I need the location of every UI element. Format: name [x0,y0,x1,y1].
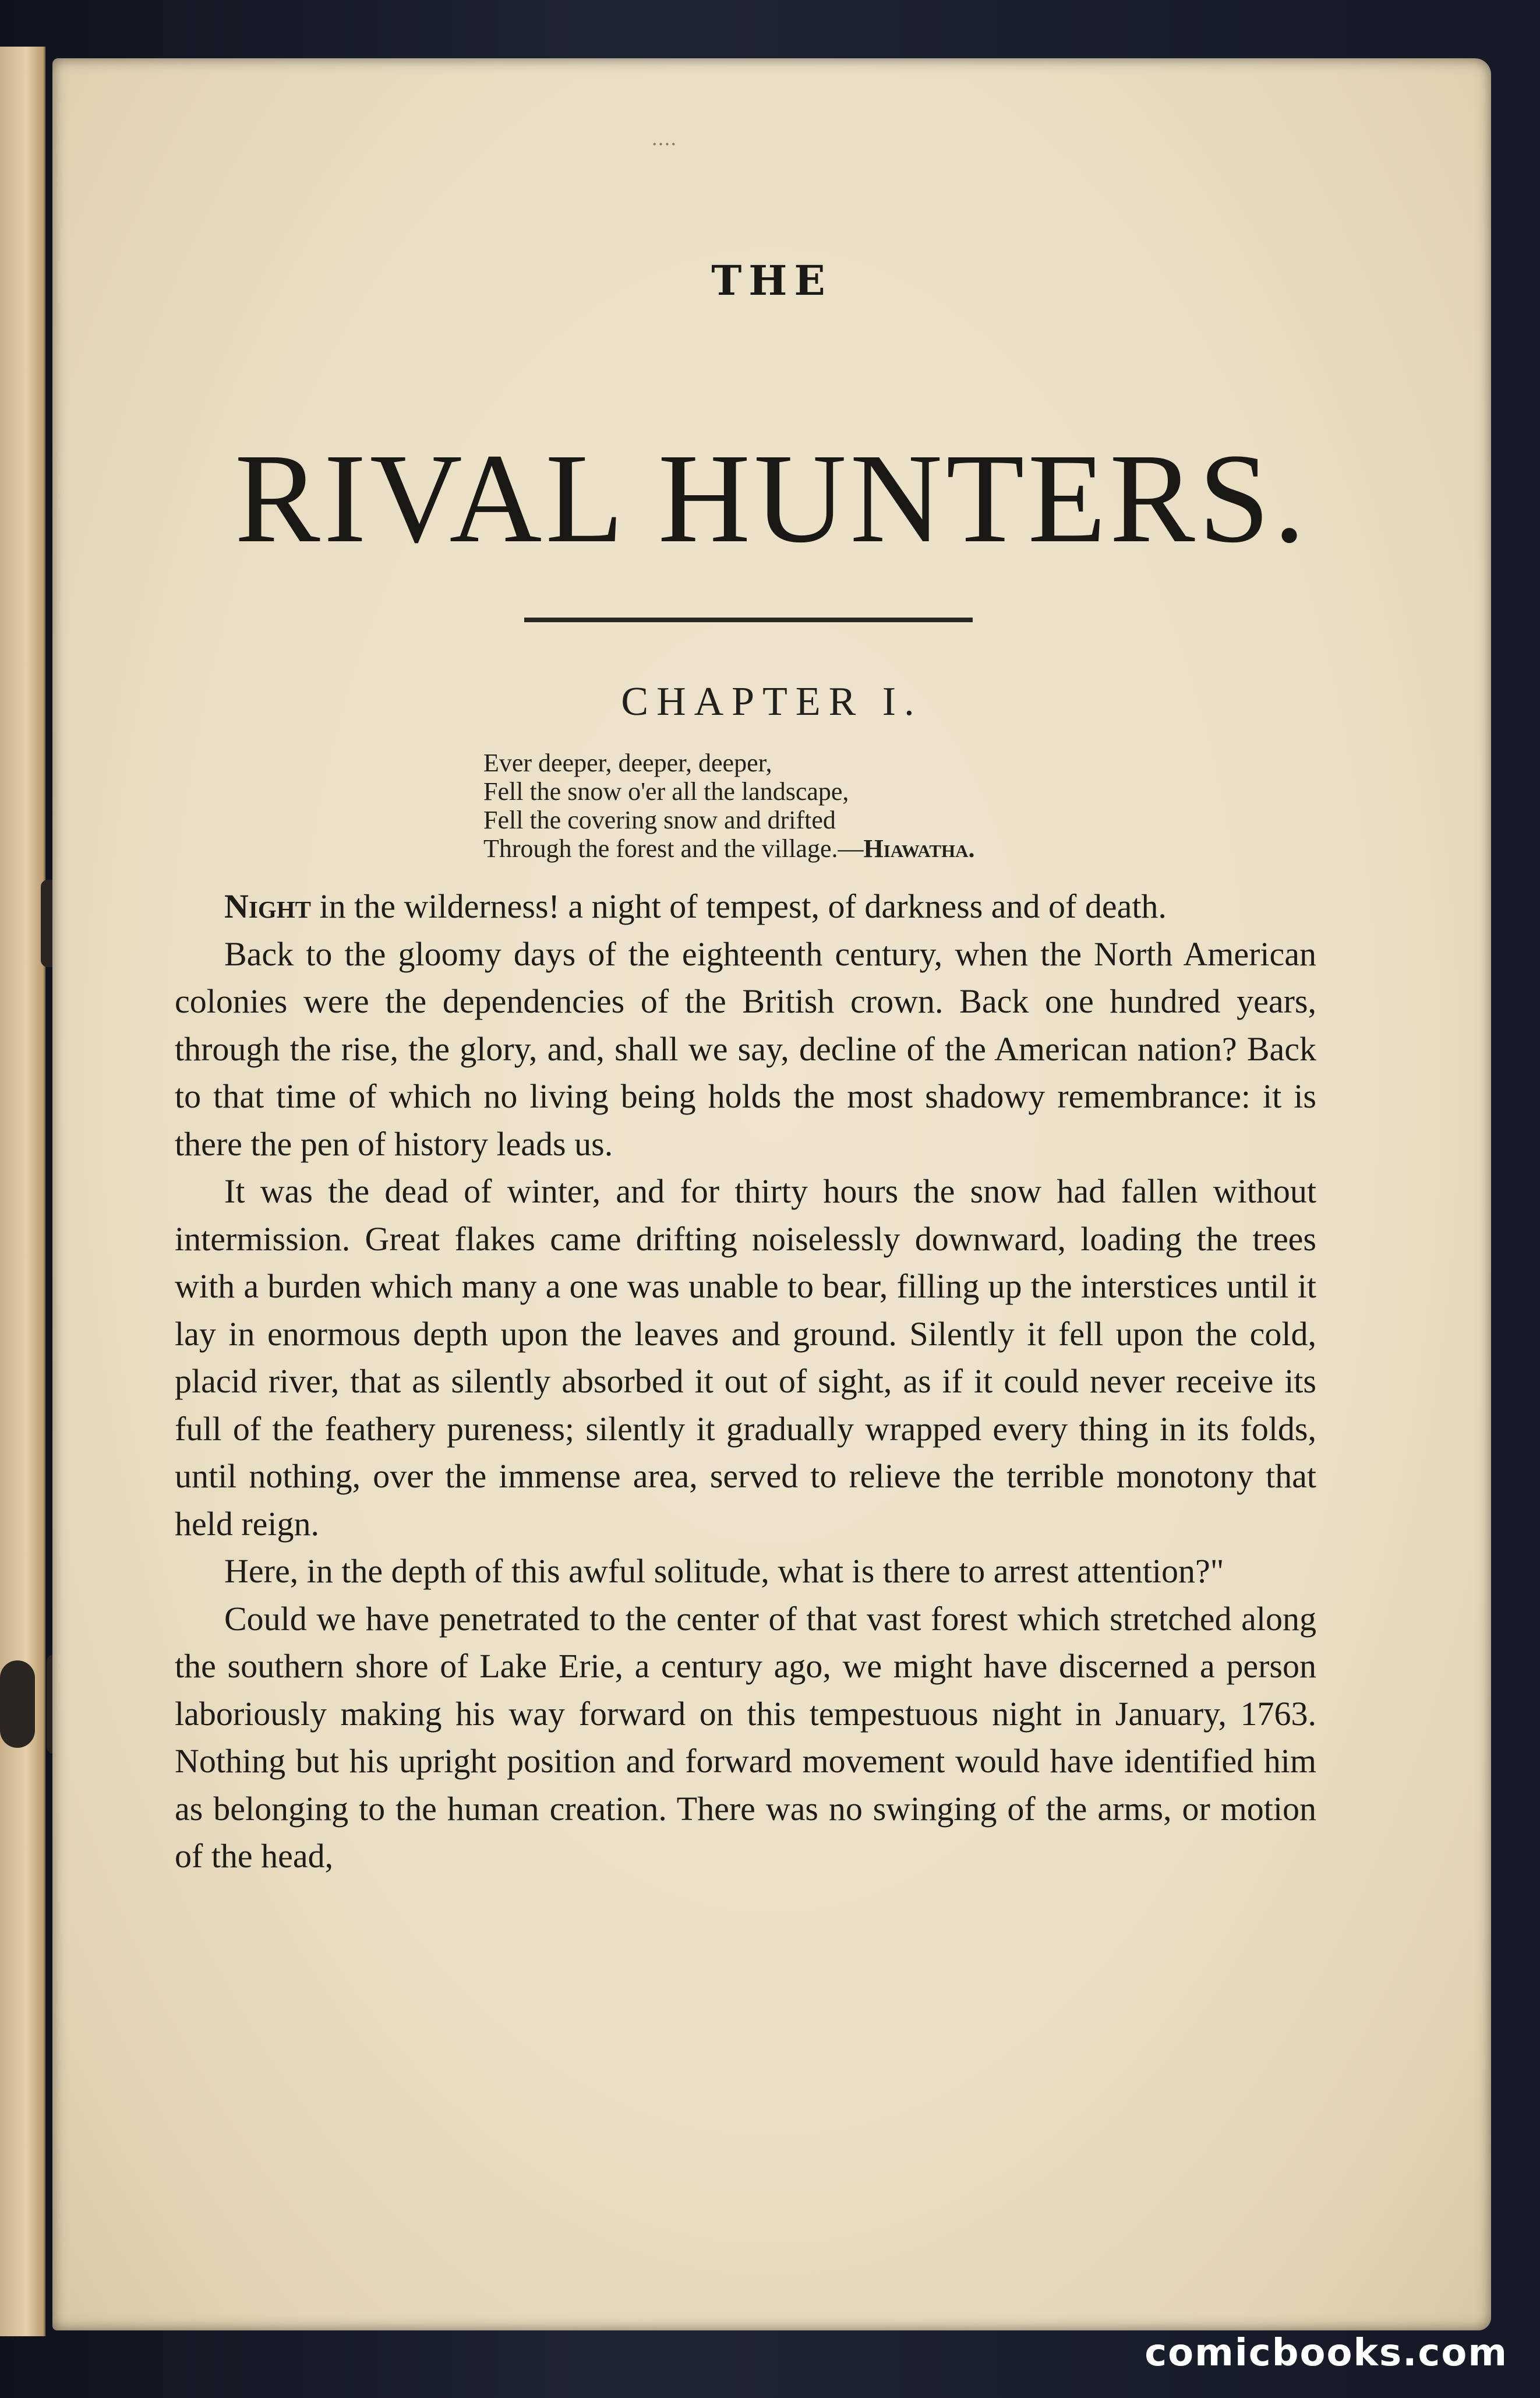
title-divider-rule [524,618,973,622]
epigraph-line: Fell the snow o'er all the landscape, [483,777,849,806]
epigraph-source: Hiawatha. [863,834,975,863]
epigraph-line-text: Through the forest and the village.— [483,834,864,863]
paragraph-text: in the wilderness! a night of tempest, of darkness and of death. [310,887,1167,925]
paragraph: Back to the gloomy days of the eighteenth century, when the North American colonies were the dependencies of the British crown. Back one hundred years, through the rise, the glory, and, shall we say, decline of the American nation? Back to that time of which no living being holds the most shadowy remembrance: it is there the pen of history leads us. [175,934,1316,1163]
previous-page-edge [0,47,45,2336]
epigraph-line: Fell the covering snow and drifted [483,806,836,834]
paragraph: Could we have penetrated to the center of that vast forest which stretched along the southern shore of Lake Erie, a century ago, we might have discerned a person laboriously making his way forward on this tempestuous night in January, 1763. Nothing but his upright position and forward movement would have identified him as belonging to the human creation. There was no swinging of the arms, or motion of the head, [175,1599,1316,1875]
site-watermark: comicbooks.com [1145,2332,1508,2375]
epigraph-line: Ever deeper, deeper, deeper, [483,749,772,777]
binding-hole [0,1660,35,1748]
paragraph: Here, in the depth of this awful solitude, what is there to arrest attention?" [224,1552,1224,1590]
book-title: RIVAL HUNTERS. [234,427,1309,569]
chapter-body-text [175,883,1316,1880]
paragraph: It was the dead of winter, and for thirty hours the snow had fallen without intermission. Great flakes came drifting noiselessly downward, loading the trees with a burden which many a one was unable to bear, filling up the interstices until it lay in enormous depth upon the leaves and ground. Silently it fell upon the cold, placid river, that as silently absorbed it out of sight, as if it could never receive its full of the feathery pureness; silently it gradually wrapped every thing in its folds, until nothing, over the immense area, served to relieve the terrible monotony that held reign. [175,1172,1316,1543]
epigraph [483,749,1299,863]
paragraph-lead-word: Night [224,887,311,925]
title-prefix: THE [711,256,832,305]
folio-mark: .... [651,127,677,150]
epigraph-line-last [483,834,1299,863]
book-page [52,58,1491,2330]
chapter-heading: CHAPTER I. [621,679,923,724]
paragraph [175,883,1316,930]
